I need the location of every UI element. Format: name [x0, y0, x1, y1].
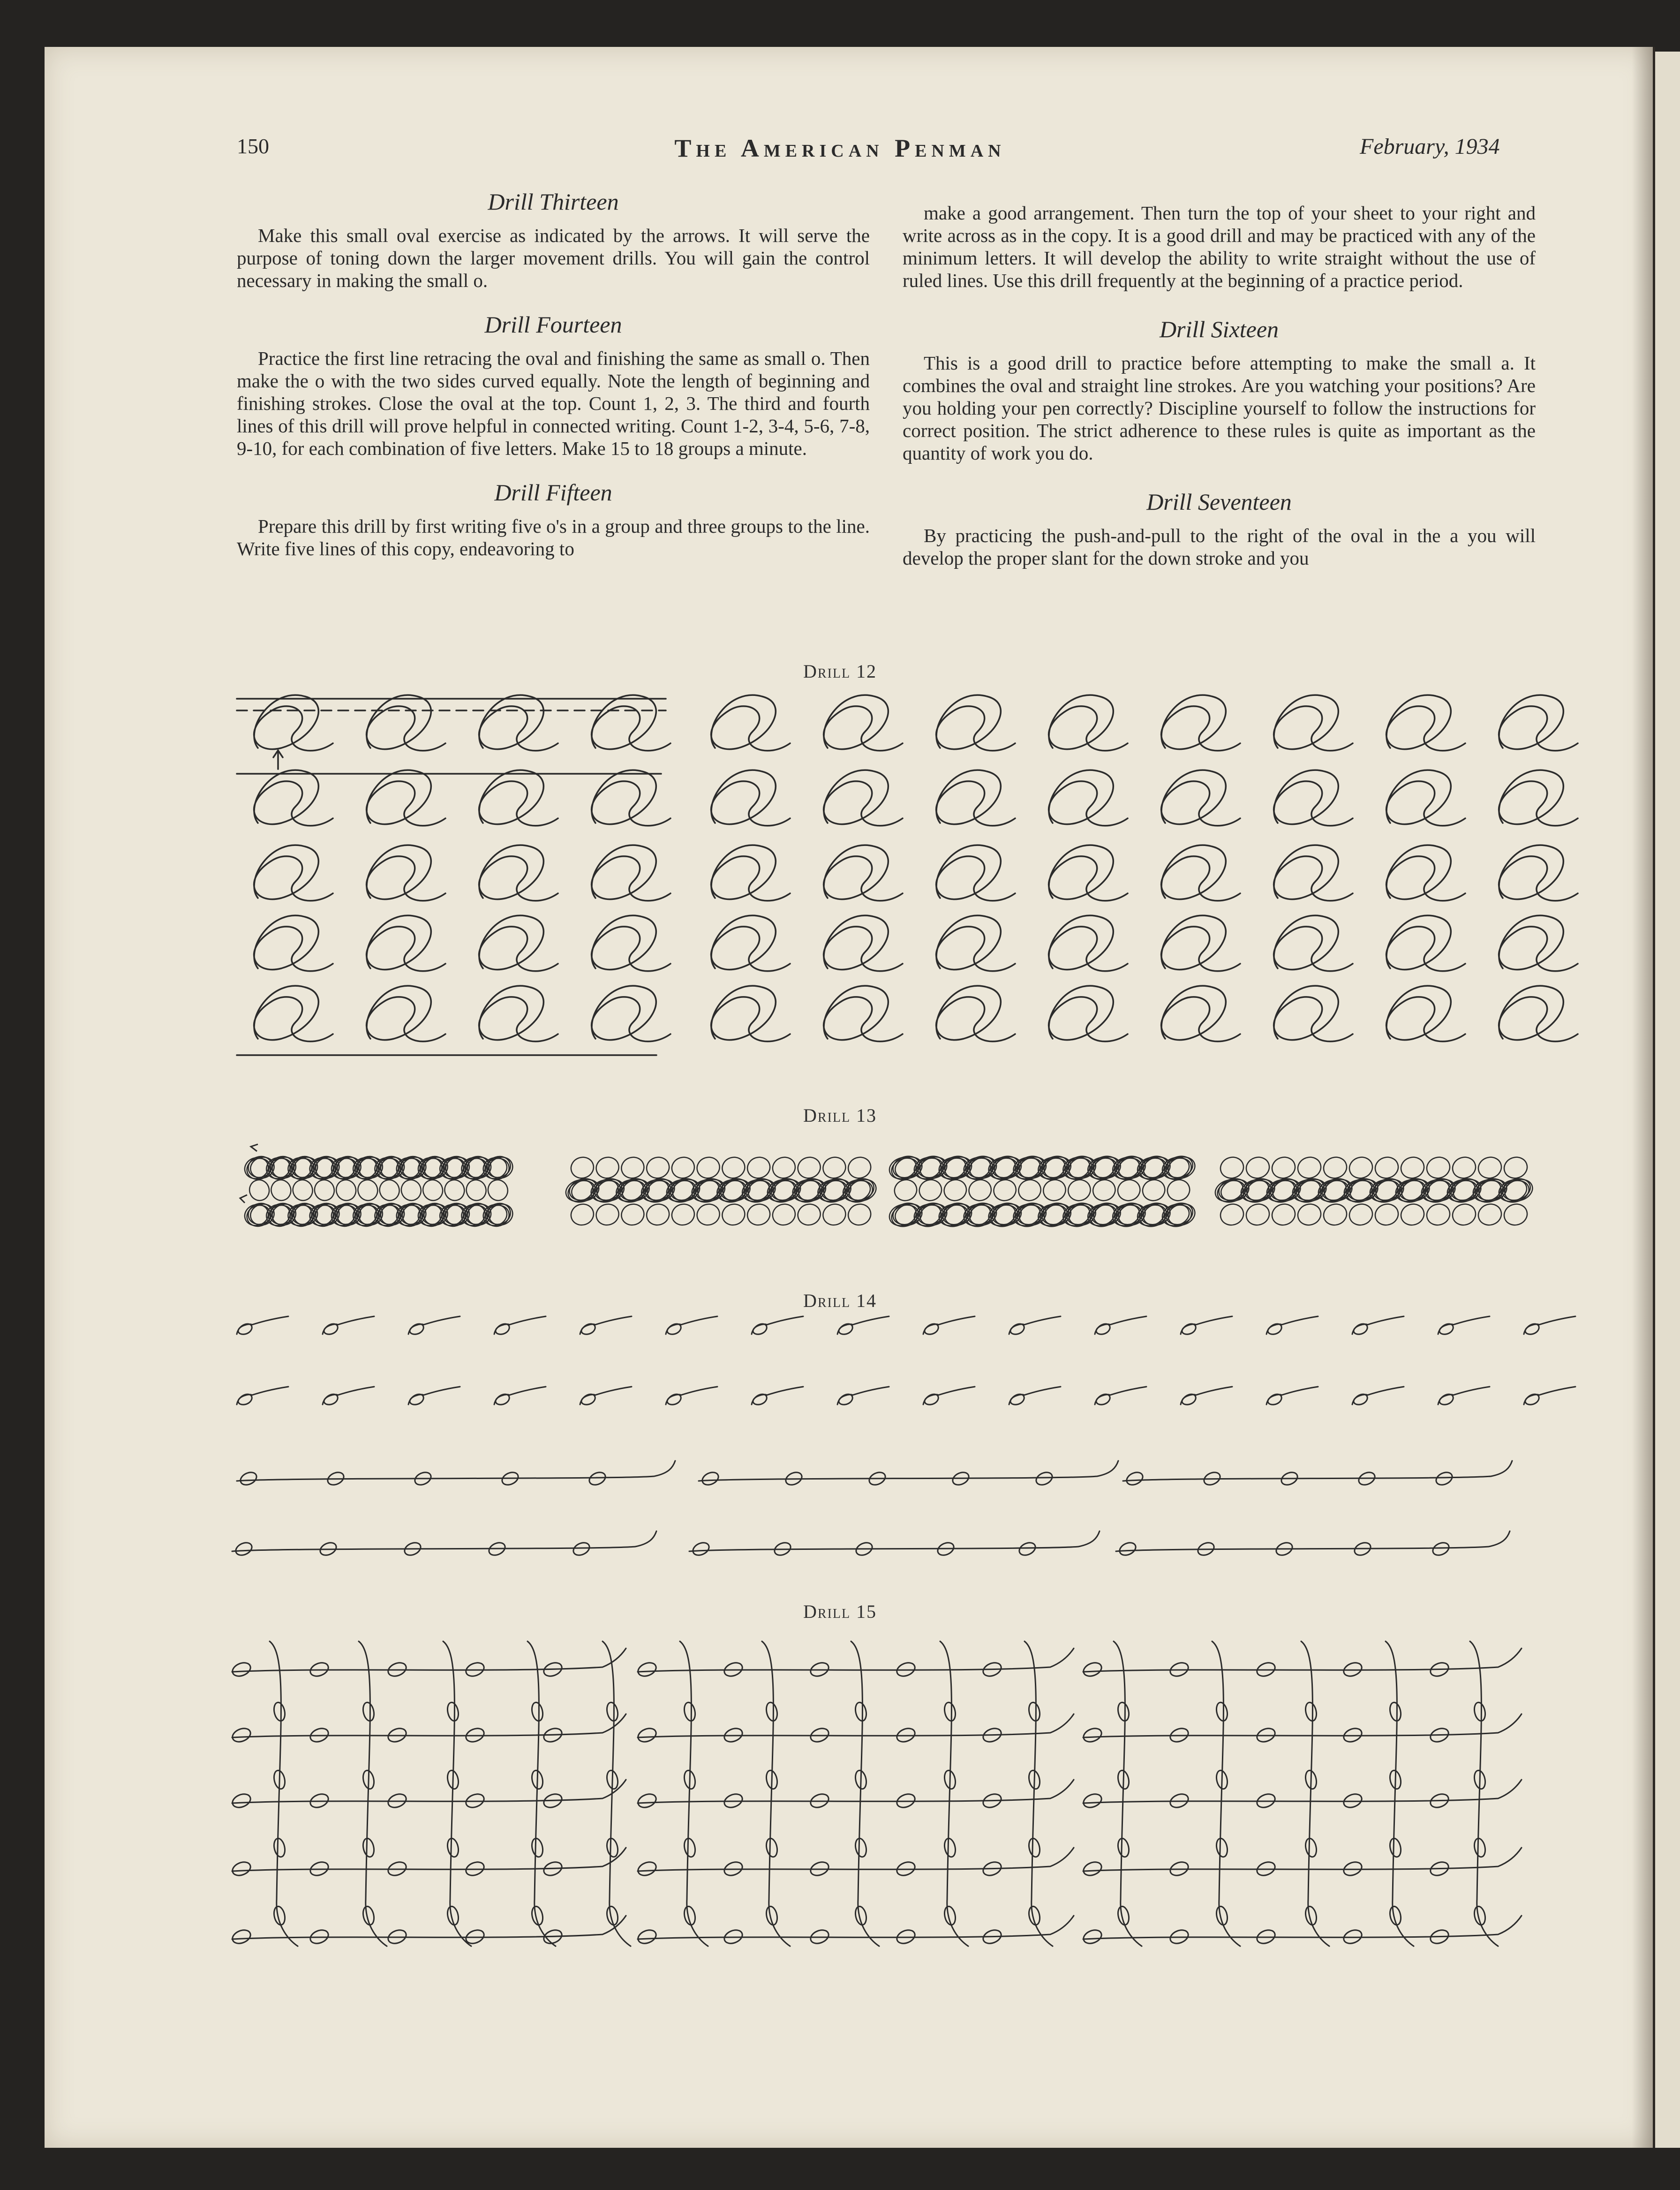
drill-fourteen-heading: Drill Fourteen: [484, 311, 622, 338]
drill-fifteen-continued-text: make a good arrangement. Then turn the top of your sheet to your right and write across as in the copy. It is a good drill and may be practiced with any of the minimum letters. It will develop the ability to write straight without the use of ruled lines. Use this drill frequently at the beginning of a practice period.: [903, 202, 1536, 291]
issue-date: February, 1934: [1360, 134, 1500, 159]
drill-fourteen-text: Practice the first line retracing the oval and finishing the same as small o. Then make the o with the two sides curved equally. Note the length of beginning and finishing strokes. Close the oval at the top. Count 1, 2, 3. The third and fourth lines of this drill will prove helpful in connected writing. Count 1-2, 3-4, 5-6, 7-8, 9-10, for each combination of five letters. Make 15 to 18 groups a minute.: [237, 347, 870, 459]
drill-fifteen-heading: Drill Fifteen: [494, 479, 612, 506]
next-page-edge: [1655, 52, 1680, 2148]
page-number: 150: [237, 134, 269, 158]
drill-sixteen-heading: Drill Sixteen: [1159, 316, 1279, 342]
drill-13-caption: Drill 13: [803, 1105, 877, 1126]
right-column: [903, 202, 1536, 569]
left-column: [237, 188, 870, 560]
drill-12-caption: Drill 12: [803, 661, 877, 682]
drill-seventeen-heading: Drill Seventeen: [1146, 489, 1292, 515]
spine-shadow: [1632, 47, 1655, 2148]
drill-thirteen-text: Make this small oval exercise as indicated by the arrows. It will serve the purpose of toning down the larger movement drills. You will gain the control necessary in making the small o.: [237, 225, 870, 291]
journal-title: The American Penman: [674, 134, 1006, 162]
drill-thirteen-heading: Drill Thirteen: [488, 189, 619, 215]
drill-15-caption: Drill 15: [803, 1601, 877, 1622]
drill-sixteen-text: This is a good drill to practice before attempting to make the small a. It combines the oval and straight line strokes. Are you watching your positions? Are you holding your pen correctly? Discipline yourself to follow the instructions for correct position. The strict adherence to these rules is quite as important as the quantity of work you do.: [903, 352, 1536, 464]
drill-14-caption: Drill 14: [803, 1290, 877, 1311]
drill-seventeen-text: By practicing the push-and-pull to the right of the oval in the a you will develop the proper slant for the down stroke and you: [903, 525, 1536, 569]
drill-fifteen-text: Prepare this drill by first writing five o's in a group and three groups to the line. Write five lines of this copy, endeavoring to: [237, 515, 870, 559]
